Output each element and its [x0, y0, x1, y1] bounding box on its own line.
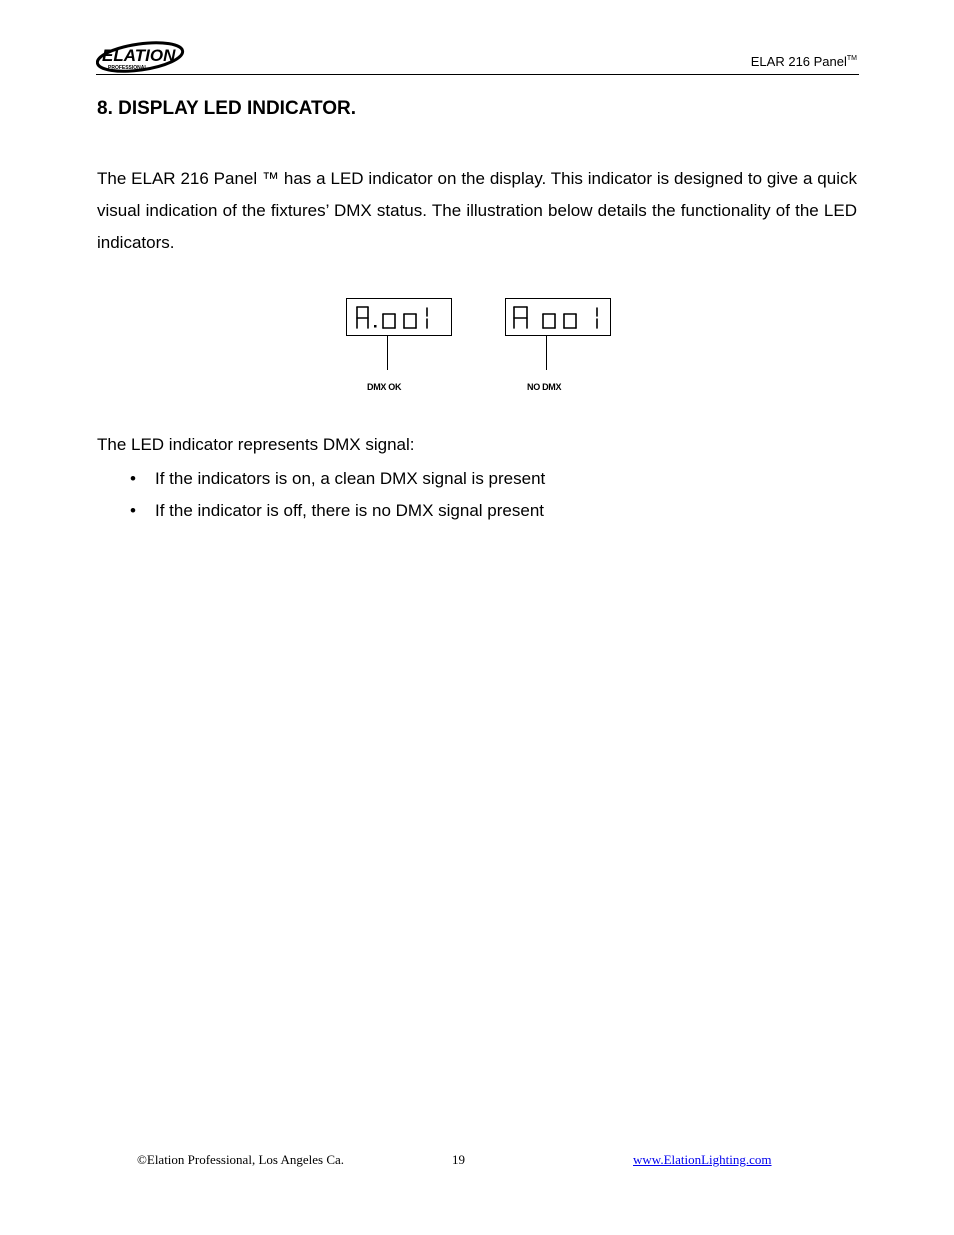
digit-0-b — [564, 314, 576, 328]
section-heading: 8. DISPLAY LED INDICATOR. — [97, 98, 357, 119]
bullet-glyph: • — [130, 469, 136, 488]
svg-text:PROFESSIONAL: PROFESSIONAL — [108, 65, 148, 71]
leader-line-no-dmx — [546, 336, 547, 370]
caption-no-dmx: NO DMX — [527, 382, 562, 392]
list-item: • If the indicator is off, there is no DMX signal present — [130, 497, 545, 529]
header-divider — [96, 74, 859, 75]
digit-0-a — [383, 314, 395, 328]
led-signal-heading: The LED indicator represents DMX signal: — [97, 435, 415, 454]
page-number: 19 — [452, 1152, 465, 1167]
display-dmx-ok — [346, 298, 452, 336]
bullet-glyph: • — [130, 501, 136, 520]
elation-logo — [96, 40, 188, 74]
leader-line-dmx-ok — [387, 336, 388, 370]
digit-0-a — [543, 314, 555, 328]
caption-dmx-ok: DMX OK — [367, 382, 402, 392]
digit-a — [357, 307, 368, 328]
footer-copyright: ©Elation Professional, Los Angeles Ca. — [137, 1152, 345, 1167]
led-display-illustration — [340, 292, 620, 402]
website-link[interactable]: www.ElationLighting.com — [633, 1152, 772, 1167]
svg-text:ELATION: ELATION — [102, 46, 176, 65]
trademark-mark: TM — [846, 54, 857, 62]
list-item: • If the indicators is on, a clean DMX signal is present — [130, 465, 545, 497]
digit-a — [514, 307, 527, 328]
digit-0-b — [404, 314, 416, 328]
led-indicator-dot — [374, 325, 377, 328]
intro-paragraph: The ELAR 216 Panel ™ has a LED indicator on the display. This indicator is designed to give a quick visual indication of the fixtures’ DMX status. The illustration below details the functionality of the LED indicators. — [97, 169, 857, 252]
document-title: ELAR 216 Panel™ — [750, 54, 857, 69]
display-no-dmx — [505, 298, 611, 336]
led-signal-list — [130, 465, 545, 529]
